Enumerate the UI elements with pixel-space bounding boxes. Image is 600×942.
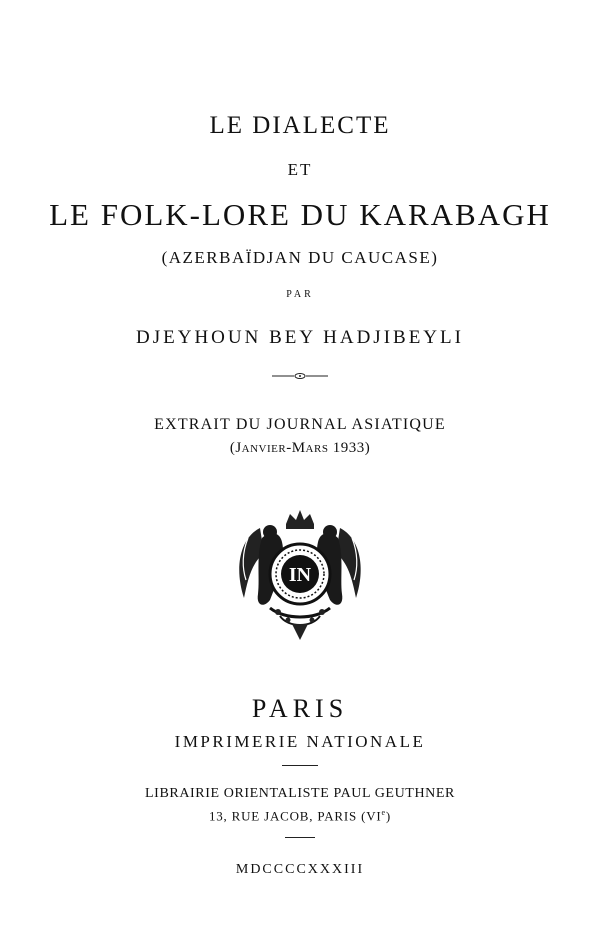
- imprint-address: [0, 808, 600, 824]
- imprint-printer: IMPRIMERIE NATIONALE: [174, 732, 426, 751]
- address-superscript: e: [381, 808, 386, 817]
- author-name: DJEYHOUN BEY HADJIBEYLI: [136, 327, 464, 348]
- divider-rule: [285, 837, 315, 838]
- divider-rule: [282, 765, 318, 766]
- ornament-divider-icon: [270, 371, 330, 381]
- emblem-monogram: IN: [288, 564, 312, 586]
- dates-months: Janvier-Mars: [235, 440, 329, 456]
- extract-dates: [0, 440, 600, 457]
- imprint-year: MDCCCCXXXIII: [235, 862, 365, 877]
- address-close: ): [385, 808, 392, 824]
- dates-open: (: [229, 440, 236, 456]
- imprimerie-nationale-emblem-icon: [230, 508, 370, 648]
- extract-source: EXTRAIT DU JOURNAL ASIATIQUE: [154, 416, 446, 433]
- subtitle: (AZERBAÏDJAN DU CAUCASE): [161, 248, 439, 267]
- imprint-bookseller: LIBRAIRIE ORIENTALISTE PAUL GEUTHNER: [145, 786, 455, 801]
- title-line-2: LE FOLK-LORE DU KARABAGH: [49, 197, 551, 232]
- address-main: 13, RUE JACOB, PARIS (VI: [208, 808, 382, 824]
- title-conjunction: ET: [287, 160, 313, 179]
- imprint-city: PARIS: [251, 694, 349, 723]
- byline-par: PAR: [286, 289, 314, 300]
- title-line-1: LE DIALECTE: [209, 112, 391, 139]
- dates-year: 1933): [328, 440, 371, 456]
